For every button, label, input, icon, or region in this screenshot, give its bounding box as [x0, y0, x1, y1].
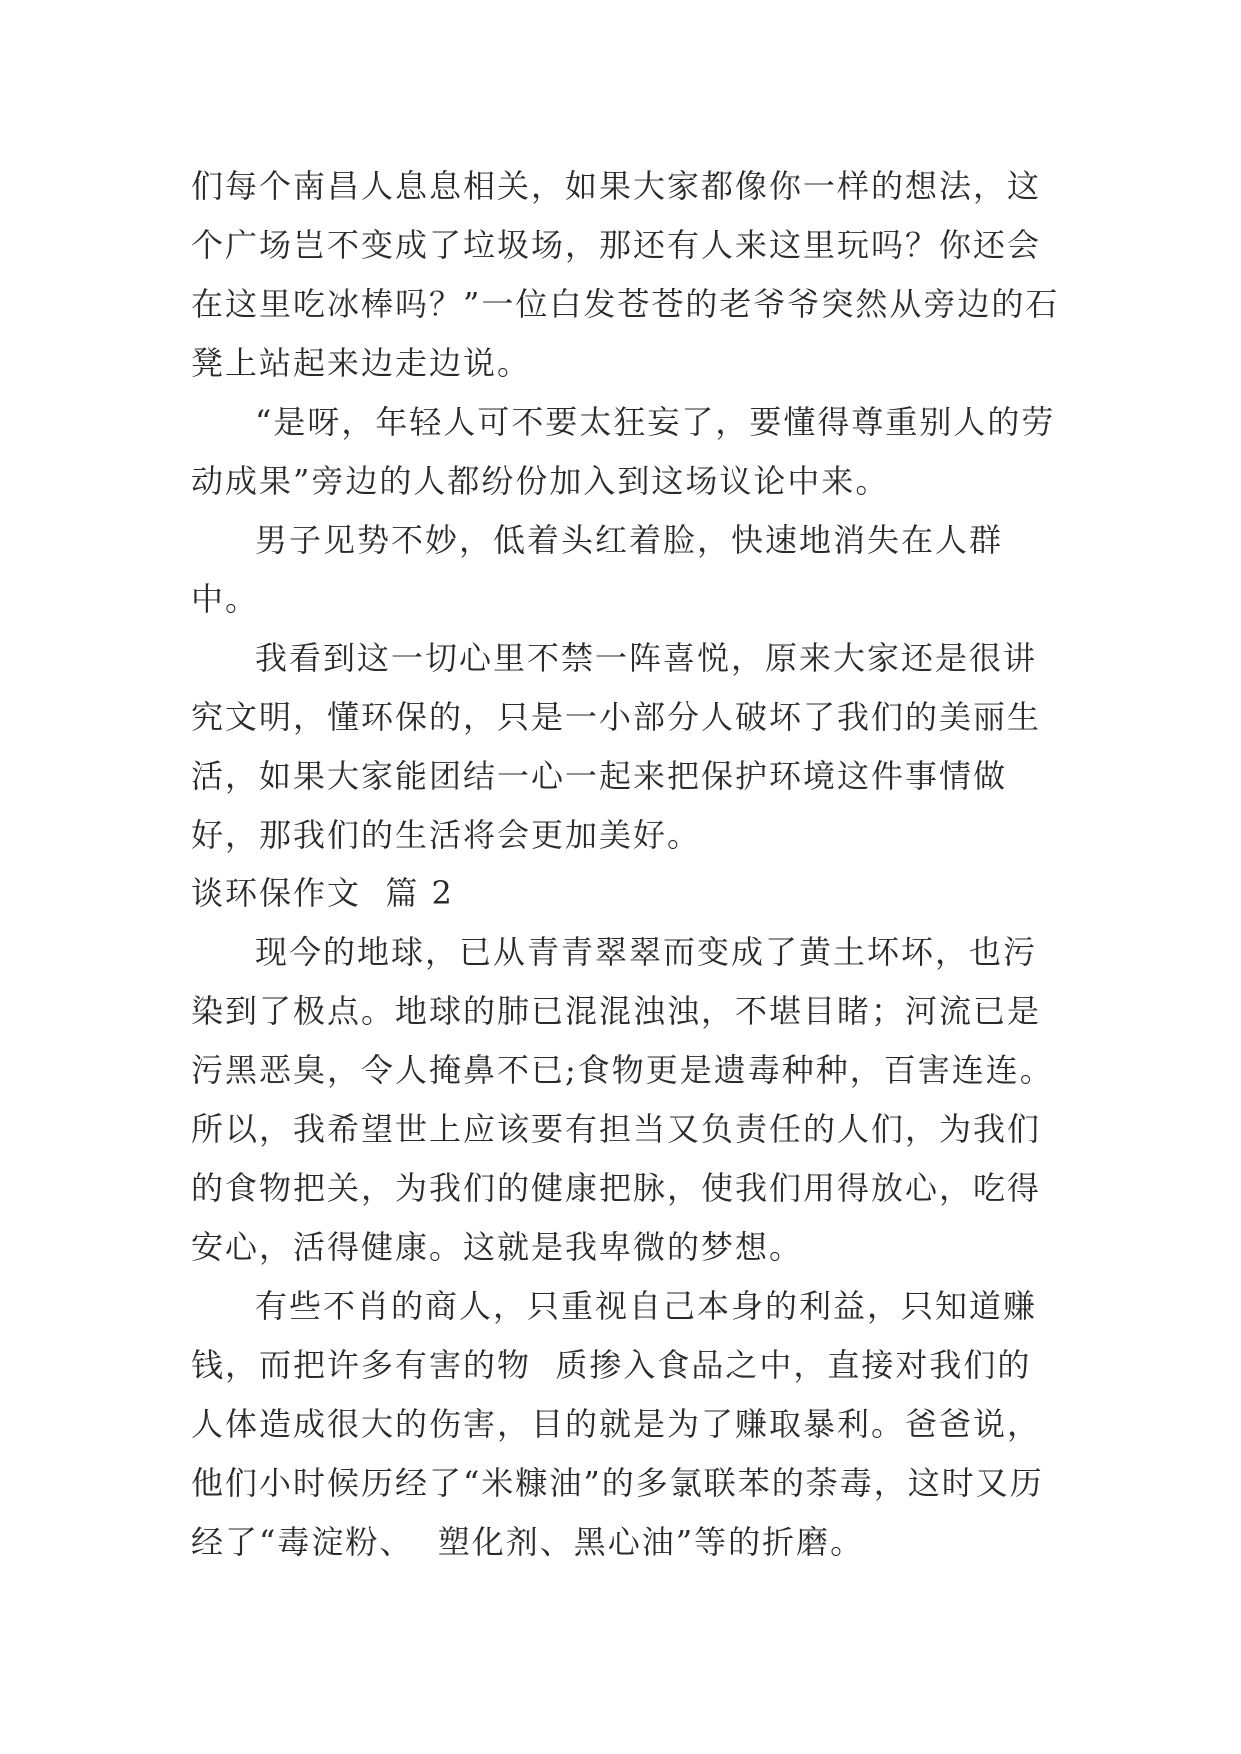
paragraph: 有些不肖的商人，只重视自己本身的利益，只知道赚钱，而把许多有害的物 质掺入食品之中，直接对我们的人体造成很大的伤害，目的就是为了赚取暴利。爸爸说，他们小时候历经了“米糠油”的多氯联苯的荼毒，这时又历经了“毒淀粉、 塑化剂、黑心油”等的折磨。	[191, 1287, 1044, 1561]
paragraph: 我看到这一切心里不禁一阵喜悦，原来大家还是很讲究文明，懂环保的，只是一小部分人破坏了我们的美丽生活，如果大家能团结一心一起来把保护环境这件事情做好，那我们的生活将会更加美好。	[191, 639, 1042, 854]
essay-section-2	[191, 864, 1061, 1572]
paragraph: “是呀，年轻人可不要太狂妄了，要懂得尊重别人的劳动成果”旁边的人都纷份加入到这场议论中来。	[191, 403, 1056, 500]
paragraph: 现今的地球，已从青青翠翠而变成了黄土坏坏，也污染到了极点。地球的肺已混混浊浊，不堪目睹；河流已是污黑恶臭，令人掩鼻不已;食物更是遗毒种种，百害连连。所以，我希望世上应该要有担当又负责任的人们，为我们的食物把关，为我们的健康把脉，使我们用得放心，吃得安心，活得健康。这就是我卑微的梦想。	[191, 933, 1054, 1266]
section-title: 谈环保作文 篇 2	[191, 874, 454, 912]
essay-continuation	[191, 157, 1061, 865]
paragraph: 们每个南昌人息息相关，如果大家都像你一样的想法，这个广场岂不变成了垃圾场，那还有人来这里玩吗？你还会在这里吃冰棒吗？”一位白发苍苍的老爷爷突然从旁边的石凳上站起来边走边说。	[191, 167, 1060, 382]
paragraph: 男子见势不妙，低着头红着脸，快速地消失在人群中。	[191, 521, 1004, 618]
